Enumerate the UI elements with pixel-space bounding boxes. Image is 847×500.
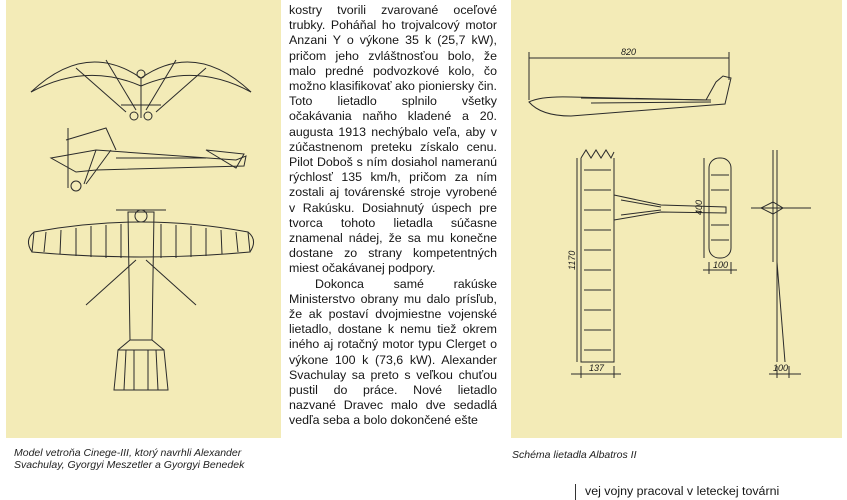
article-middle-column (289, 3, 497, 429)
top-view-drawing (28, 210, 253, 390)
article-right-column-tail: vej vojny pracoval v leteckej továrni (585, 484, 780, 498)
side-view-drawing (51, 128, 246, 191)
column-divider (575, 484, 576, 500)
front-view-drawing (751, 150, 811, 378)
article-paragraph: Dokonca samé rakúske Ministerstvo obrany mu dalo prísľub, že ak postaví dvojmiestne vojenské lietadlo, dostane k nemu tiež okrem iného aj rotačný motor typu Clerget o výkone 100 k (73,6 kW). Alexander Svachulay sa preto s veľkou chuťou pustil do práce. Nové lietadlo nazvané Dravec malo dve sedadlá vedľa seba a bolo dokončené ešte (289, 276, 497, 428)
span-dimension-label: 1170 (567, 250, 577, 270)
left-figure-caption: Model vetroňa Cinege-III, ktorý navrhli Alexander Svachulay, Gyorgyi Meszetler a Gyorgyi Benedek (14, 447, 245, 471)
length-dimension-label: 820 (621, 47, 637, 57)
glider-model-figure (6, 0, 281, 438)
tailplane-drawing (703, 158, 737, 274)
side-profile-drawing (529, 52, 731, 116)
tail-chord-dimension-label: 100 (713, 260, 729, 270)
article-paragraph: kostry tvorili zvarované oceľové trubky. Poháňal ho trojvalcový motor Anzani Y o výkone 35 k (25,7 kW), pričom jeho zvláštnosťou bolo, že malo predné podvozkové kolo, čo možno klasifikovať ako pioniersky čin. Toto lietadlo splnilo všetky očakávania naňho kladené a 20. augusta 1913 nechýbalo veľa, aby v zúčastnenom preteku získalo cenu. Pilot Doboš s ním dosiahol nameranú rýchlosť 135 km/h, pričom za ním zostali aj továrenské stroje vyrobené v Rakúsku. Dosiahnutý úspech pre tvorca tohoto lietadla súčasne znamenal nádej, že sa mu konečne dostane zo strany kompetentných miest očakávanej podpory. (289, 3, 497, 276)
fin-chord-dimension-label: 100 (773, 363, 789, 373)
right-figure-caption: Schéma lietadla Albatros II (512, 449, 637, 461)
glider-model-drawing (6, 0, 281, 438)
albatros-schematic-drawing (511, 0, 842, 438)
tail-span-dimension-label: 400 (694, 199, 704, 215)
front-view-drawing (31, 60, 251, 120)
wing-plan-drawing (571, 150, 621, 378)
albatros-schematic-figure (511, 0, 842, 438)
root-chord-dimension-label: 137 (589, 363, 605, 373)
